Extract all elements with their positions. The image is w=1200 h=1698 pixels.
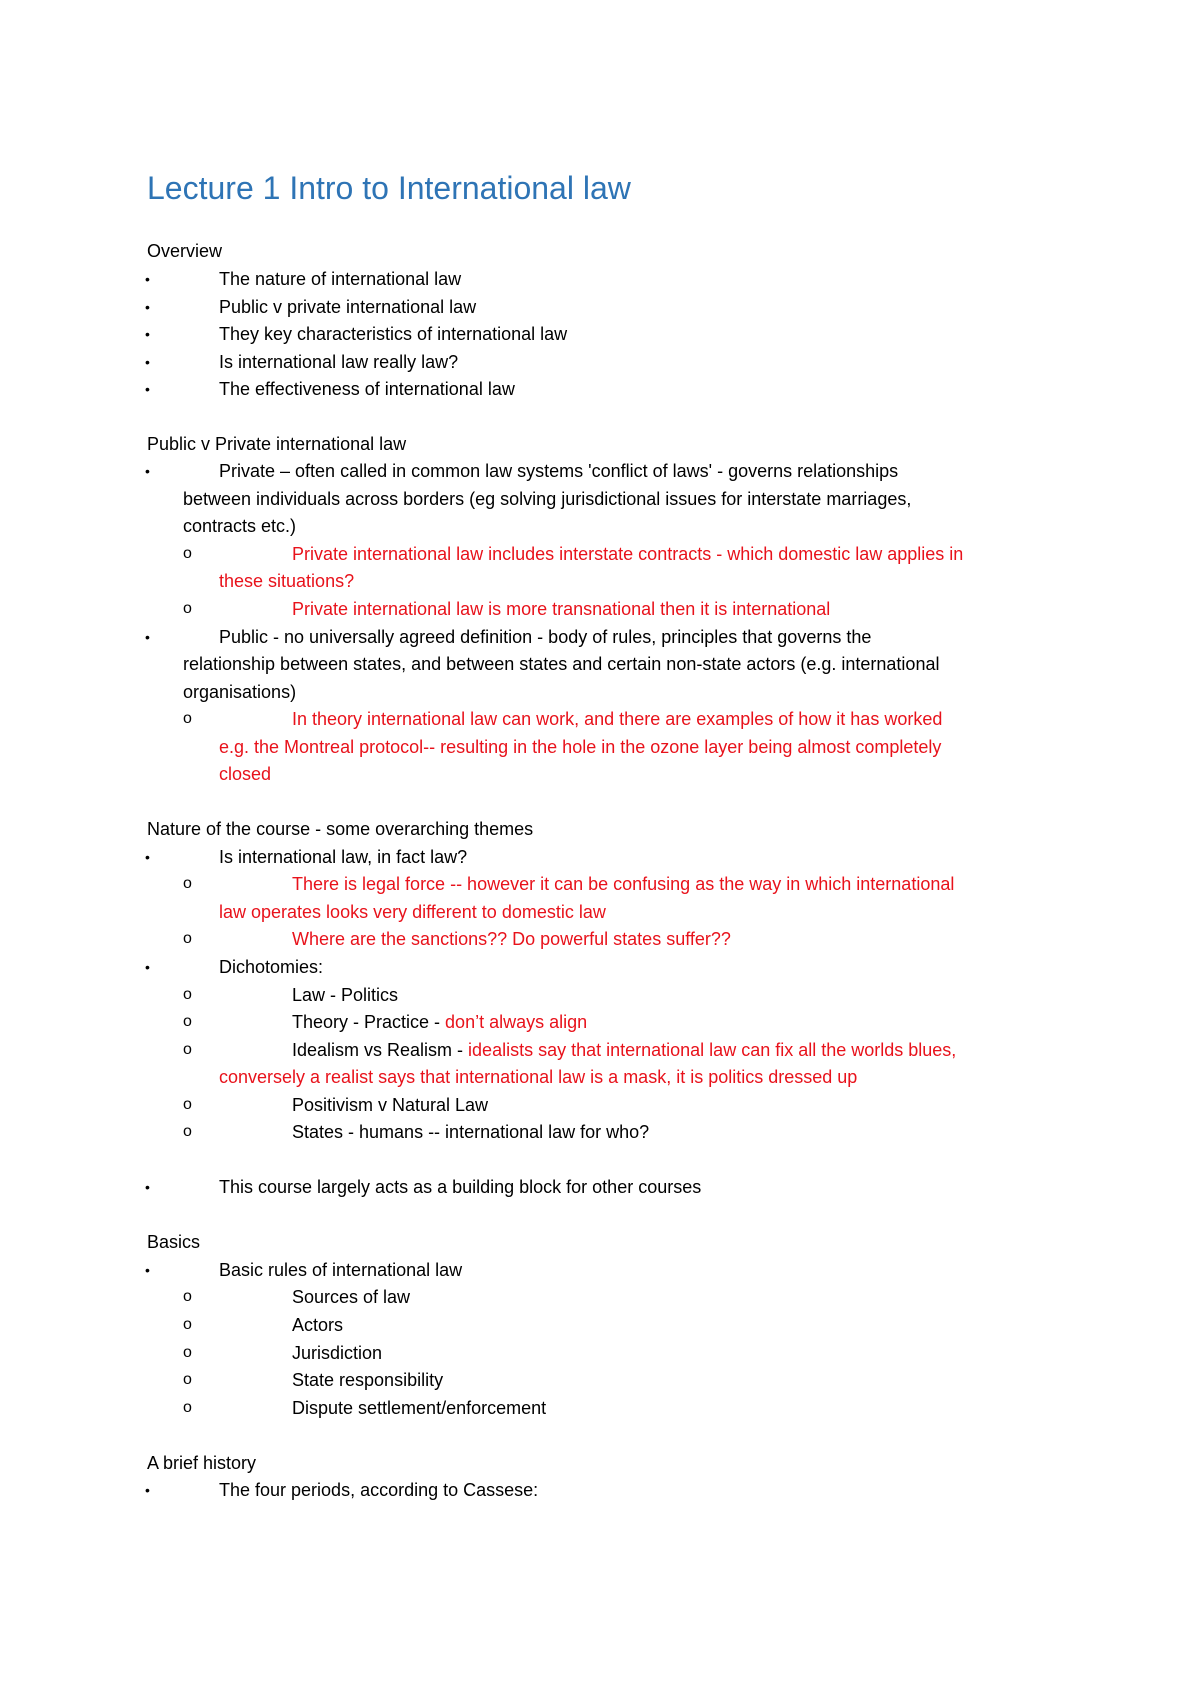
annotation-text: Private international law is more transnational then it is international [292,599,831,619]
annotation-text: these situations? [219,571,355,591]
circle-marker: o [183,930,192,947]
bullet-marker: • [145,1482,150,1498]
overview-item: The effectiveness of international law [219,379,515,399]
nature-item: This course largely acts as a building block for other courses [219,1177,702,1197]
bullet-marker: • [145,959,150,975]
overview-item: They key characteristics of international law [219,324,568,344]
basics-subitem: Sources of law [292,1287,411,1307]
annotation-text: conversely a realist says that international law is a mask, it is politics dressed up [219,1067,858,1087]
bullet-marker: • [145,463,150,479]
nature-item: Dichotomies: [219,957,324,977]
dichotomy-item: States - humans -- international law for who? [292,1122,650,1142]
circle-marker: o [183,1316,192,1333]
annotation-text: Private international law includes interstate contracts - which domestic law applies in [292,544,964,564]
private-text: between individuals across borders (eg solving jurisdictional issues for interstate marriages, [183,489,912,509]
circle-marker: o [183,545,192,562]
annotation-text: law operates looks very different to domestic law [219,902,606,922]
public-private-heading: Public v Private international law [147,434,407,454]
dichotomy-item: Law - Politics [292,985,399,1005]
nature-heading: Nature of the course - some overarching themes [147,819,534,839]
private-text: Private – often called in common law systems 'conflict of laws' - governs relationships [219,461,899,481]
annotation-text: There is legal force -- however it can be confusing as the way in which international [292,874,955,894]
page-title: Lecture 1 Intro to International law [147,170,631,206]
dichotomy-item: Positivism v Natural Law [292,1095,489,1115]
bullet-marker: • [145,326,150,342]
annotation-text: e.g. the Montreal protocol-- resulting in the hole in the ozone layer being almost completely [219,737,942,757]
annotation-text: don’t always align [445,1012,588,1032]
bullet-marker: • [145,1262,150,1278]
bullet-marker: • [145,1179,150,1195]
circle-marker: o [183,1041,192,1058]
public-text: Public - no universally agreed definition - body of rules, principles that governs the [219,627,872,647]
circle-marker: o [183,710,192,727]
dichotomy-item [292,1039,956,1061]
bullet-marker: • [145,299,150,315]
bullet-marker: • [145,849,150,865]
circle-marker: o [183,1399,192,1416]
circle-marker: o [183,1344,192,1361]
annotation-text: idealists say that international law can fix all the worlds blues, [468,1040,957,1060]
annotation-text: closed [219,764,272,784]
nature-item: Is international law, in fact law? [219,847,468,867]
history-item: The four periods, according to Cassese: [219,1480,539,1500]
bullet-marker: • [145,381,150,397]
annotation-text: In theory international law can work, and there are examples of how it has worked [292,709,943,729]
public-text: relationship between states, and between states and certain non-state actors (e.g. international [183,654,940,674]
circle-marker: o [183,986,192,1003]
circle-marker: o [183,1371,192,1388]
circle-marker: o [183,875,192,892]
bullet-marker: • [145,271,150,287]
public-text: organisations) [183,682,297,702]
circle-marker: o [183,1096,192,1113]
basics-subitem: Jurisdiction [292,1343,383,1363]
basics-item: Basic rules of international law [219,1260,463,1280]
bullet-marker: • [145,629,150,645]
basics-heading: Basics [147,1232,201,1252]
circle-marker: o [183,1288,192,1305]
bullet-marker: • [145,354,150,370]
overview-item: The nature of international law [219,269,462,289]
circle-marker: o [183,1123,192,1140]
basics-subitem: Actors [292,1315,344,1335]
private-text: contracts etc.) [183,516,297,536]
annotation-text: Where are the sanctions?? Do powerful states suffer?? [292,929,731,949]
basics-subitem: State responsibility [292,1370,444,1390]
dichotomy-text: Idealism vs Realism - [292,1040,469,1060]
overview-item: Is international law really law? [219,352,459,372]
basics-subitem: Dispute settlement/enforcement [292,1398,547,1418]
dichotomy-item [292,1011,587,1033]
dichotomy-text: Theory - Practice - [292,1012,446,1032]
circle-marker: o [183,600,192,617]
overview-item: Public v private international law [219,297,477,317]
overview-heading: Overview [147,241,223,261]
history-heading: A brief history [147,1453,257,1473]
circle-marker: o [183,1013,192,1030]
